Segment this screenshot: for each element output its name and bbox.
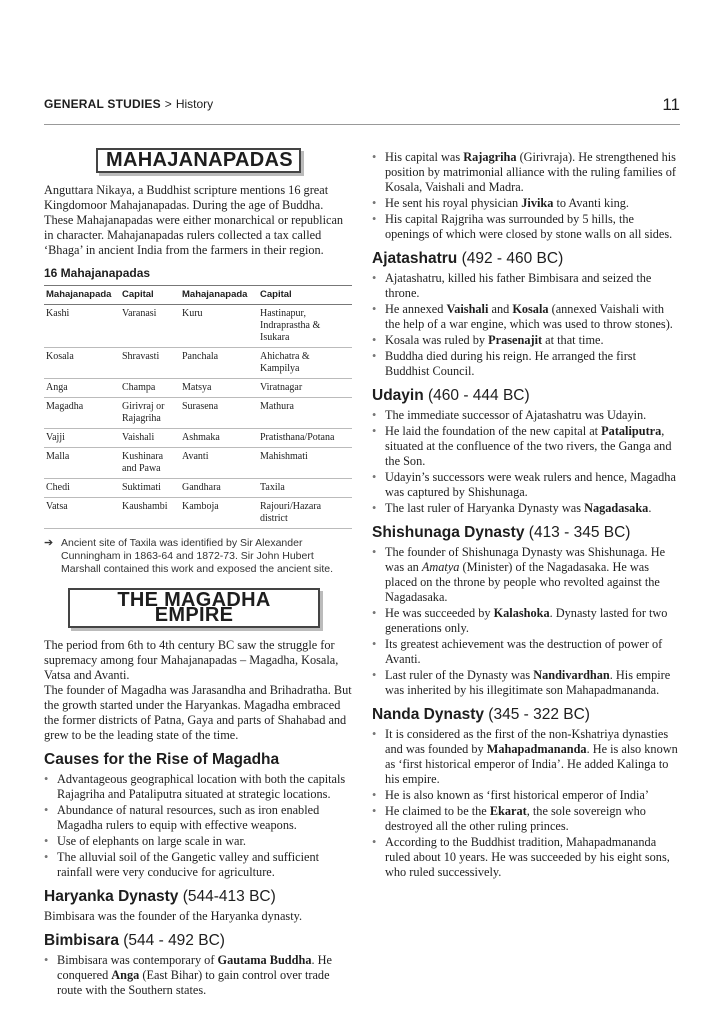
magadha-empire-title: THE MAGADHA EMPIRE — [68, 588, 320, 628]
header-subject: History — [175, 97, 214, 111]
bimbisara-list — [44, 953, 352, 998]
heading-years: (544 - 492 BC) — [123, 932, 225, 949]
list-item-text: The immediate successor of Ajatashatru was Udayin. — [385, 408, 647, 422]
bold-term: Gautama Buddha — [217, 953, 312, 967]
bold-term: Ekarat — [489, 804, 527, 818]
list-item — [372, 408, 680, 423]
heading-years: (345 - 322 BC) — [488, 706, 590, 723]
nanda-heading — [372, 706, 680, 724]
bold-term: Anga — [111, 968, 140, 982]
table-cell: Chedi — [44, 479, 120, 498]
table-row — [44, 448, 352, 479]
heading-text: Ajatashatru — [372, 250, 458, 267]
table-cell: Matsya — [180, 379, 258, 398]
bimbisara-heading — [44, 932, 352, 950]
text-run: He laid the foundation of the new capital at — [385, 424, 602, 438]
bullet-icon: • — [372, 727, 377, 741]
header-separator: > — [164, 97, 172, 111]
heading-text: Bimbisara — [44, 932, 119, 949]
table-cell: Vajji — [44, 429, 120, 448]
list-item — [372, 637, 680, 667]
text-run: . — [648, 501, 652, 515]
bold-term: Prasenajit — [488, 333, 543, 347]
bold-term: Nandivardhan — [533, 668, 610, 682]
table-cell: Panchala — [180, 348, 258, 379]
running-header — [44, 97, 213, 111]
bullet-icon: • — [372, 302, 377, 316]
bullet-icon: • — [372, 501, 377, 515]
table-row — [44, 379, 352, 398]
table-cell: Vaishali — [120, 429, 180, 448]
bold-term: Nagadasaka — [584, 501, 649, 515]
table-cell: Malla — [44, 448, 120, 479]
table-row — [44, 479, 352, 498]
mahajanapadas-table — [44, 285, 352, 529]
list-item — [372, 668, 680, 698]
table-cell: Avanti — [180, 448, 258, 479]
list-item-text: Buddha died during his reign. He arranged the first Buddhist Council. — [385, 349, 636, 378]
bullet-icon: • — [372, 150, 377, 164]
table-cell: Rajouri/Hazara district — [258, 498, 352, 529]
bullet-icon: • — [372, 804, 377, 818]
table-cell: Kosala — [44, 348, 120, 379]
table-cell: Kamboja — [180, 498, 258, 529]
table-cell: Hastinapur, Indraprastha & Isukara — [258, 305, 352, 348]
text-run: He sent his royal physician — [385, 196, 522, 210]
list-item — [372, 788, 680, 803]
text-run: (annexed Vaishali with the help of a war engine, which was used to throw stones). — [385, 302, 673, 331]
heading-text: Nanda Dynasty — [372, 706, 484, 723]
magadha-paragraph-2: The founder of Magadha was Jarasandha and Brihadratha. But the growth started under the Haryankas. Magadha embraced the former districts of Patna, Gaya and parts of Shahabad and grew to be the leading state of the time. — [44, 683, 352, 742]
table-cell: Varanasi — [120, 305, 180, 348]
ajatashatru-list — [372, 271, 680, 379]
bullet-icon: • — [44, 772, 49, 786]
udayin-heading — [372, 387, 680, 405]
bullet-icon: • — [372, 212, 377, 226]
table-row — [44, 429, 352, 448]
list-item — [44, 834, 352, 849]
table-cell: Taxila — [258, 479, 352, 498]
list-item — [372, 150, 680, 195]
table-cell: Suktimati — [120, 479, 180, 498]
causes-heading: Causes for the Rise of Magadha — [44, 751, 280, 768]
list-item — [372, 212, 680, 242]
bullet-icon: • — [372, 196, 377, 210]
list-item — [372, 333, 680, 348]
table-row — [44, 305, 352, 348]
bold-term: Pataliputra — [601, 424, 662, 438]
shishunaga-heading — [372, 524, 680, 542]
bullet-icon: • — [44, 953, 49, 967]
table-cell: Gandhara — [180, 479, 258, 498]
bullet-icon: • — [372, 788, 377, 802]
mahajanapadas-title: MAHAJANAPADAS — [96, 148, 301, 173]
bullet-icon: • — [372, 333, 377, 347]
text-run: Last ruler of the Dynasty was — [385, 668, 534, 682]
table-cell: Kashi — [44, 305, 120, 348]
table-cell: Shravasti — [120, 348, 180, 379]
bullet-icon: • — [372, 545, 377, 559]
bullet-icon: • — [372, 668, 377, 682]
list-item-text: According to the Buddhist tradition, Mahapadmananda ruled about 10 years. He was succeeded by his eight sons, who ruled successively. — [385, 835, 670, 879]
table-header-cell: Mahajanapada — [44, 286, 120, 305]
table-cell: Vatsa — [44, 498, 120, 529]
nanda-list — [372, 727, 680, 880]
text-run: to Avanti king. — [553, 196, 629, 210]
bullet-icon: • — [372, 271, 377, 285]
list-item-text: Udayin’s successors were weak rulers and hence, Magadha was captured by Shishunaga. — [385, 470, 676, 499]
bullet-icon: • — [372, 408, 377, 422]
heading-years: (492 - 460 BC) — [461, 250, 564, 267]
list-item — [372, 727, 680, 787]
list-item-text: Advantageous geographical location with both the capitals Rajagriha and Pataliputra situated at strategic locations. — [57, 772, 346, 801]
table-header-cell: Capital — [258, 286, 352, 305]
list-item-text: He is also known as ‘first historical emperor of India’ — [385, 788, 649, 802]
heading-years: (460 - 444 BC) — [428, 387, 530, 404]
left-column — [44, 148, 352, 999]
table-cell: Viratnagar — [258, 379, 352, 398]
taxila-note — [44, 537, 352, 576]
ajatashatru-heading — [372, 250, 680, 268]
bullet-icon: • — [372, 637, 377, 651]
table-cell: Mahishmati — [258, 448, 352, 479]
list-item — [372, 470, 680, 500]
list-item-text: Use of elephants on large scale in war. — [57, 834, 246, 848]
table-cell: Girivraj or Rajagriha — [120, 398, 180, 429]
list-item-text: Ajatashatru, killed his father Bimbisara and seized the throne. — [385, 271, 652, 300]
table-cell: Mathura — [258, 398, 352, 429]
list-item — [372, 804, 680, 834]
magadha-paragraph-1: The period from 6th to 4th century BC saw the struggle for supremacy among four Mahajanapadas – Magadha, Kosala, Vatsa and Avanti. — [44, 638, 339, 682]
list-item — [372, 835, 680, 880]
table-header-cell: Mahajanapada — [180, 286, 258, 305]
text-run: He was succeeded by — [385, 606, 494, 620]
italic-term: Amatya — [421, 560, 460, 574]
page-number: 11 — [662, 95, 680, 114]
shishunaga-list — [372, 545, 680, 698]
text-run: . His empire was inherited by his illegitimate son Mahapadmananda. — [385, 668, 671, 697]
udayin-list — [372, 408, 680, 516]
text-run: , the sole sovereign who destroyed all the other ruling princes. — [385, 804, 646, 833]
bold-term: Mahapadmananda — [486, 742, 587, 756]
haryanka-heading — [44, 888, 352, 906]
text-run: (Girivraja). He strengthened his position by matrimonial alliance with the ruling families of Kosala, Vaishali and Madra. — [385, 150, 676, 194]
heading-text: Shishunaga Dynasty — [372, 524, 525, 541]
bold-term: Rajagriha — [463, 150, 517, 164]
text-run: His capital was — [385, 150, 464, 164]
text-run: He annexed — [385, 302, 447, 316]
table-header-cell: Capital — [120, 286, 180, 305]
text-run: Bimbisara was contemporary of — [57, 953, 218, 967]
bullet-icon: • — [372, 606, 377, 620]
bimbisara-list-continued — [372, 150, 680, 242]
list-item — [372, 545, 680, 605]
list-item-text: His capital Rajgriha was surrounded by 5 hills, the openings of which were closed by stone walls on all sides. — [385, 212, 673, 241]
text-run: at that time. — [542, 333, 604, 347]
text-run: and — [488, 302, 513, 316]
text-run: . He is also known as ‘first historical emperor of India’. He added Kalinga to his empire. — [385, 742, 678, 786]
text-run: He claimed to be the — [385, 804, 490, 818]
bullet-icon: • — [44, 834, 49, 848]
table-title: 16 Mahajanapadas — [44, 266, 151, 280]
bullet-icon: • — [372, 349, 377, 363]
causes-list — [44, 772, 352, 880]
heading-text: Haryanka Dynasty — [44, 888, 179, 905]
table-cell: Pratisthana/Potana — [258, 429, 352, 448]
text-run: . He conquered — [57, 953, 332, 982]
bold-term: Kalashoka — [493, 606, 550, 620]
text-run: . Dynasty lasted for two generations only. — [385, 606, 668, 635]
arrow-icon: ➔ — [44, 537, 54, 549]
table-cell: Champa — [120, 379, 180, 398]
text-run: (East Bihar) to gain control over trade route with the Southern states. — [57, 968, 330, 997]
table-cell: Surasena — [180, 398, 258, 429]
list-item — [372, 271, 680, 301]
text-run: It is considered as the first of the non-Kshatriya dynasties and was founded by — [385, 727, 669, 756]
bold-term: Jivika — [521, 196, 554, 210]
text-run: Kosala was ruled by — [385, 333, 489, 347]
bullet-icon: • — [44, 803, 49, 817]
bold-term: Kosala — [512, 302, 549, 316]
heading-years: (544-413 BC) — [182, 888, 276, 905]
text-run: , situated at the confluence of the two rivers, the Ganga and the Son. — [385, 424, 672, 468]
list-item-text: Abundance of natural resources, such as iron enabled Magadha rulers to equip with effective weapons. — [57, 803, 320, 832]
list-item-text: The alluvial soil of the Gangetic valley and sufficient rainfall were very conducive for agriculture. — [57, 850, 320, 879]
table-row — [44, 398, 352, 429]
list-item — [44, 953, 352, 998]
taxila-note-text: Ancient site of Taxila was identified by Sir Alexander Cunningham in 1863-64 and 1872-73. Sir John Hubert Marshall contained this work and exposed the ancient site. — [61, 537, 333, 575]
list-item — [372, 196, 680, 211]
bullet-icon: • — [44, 850, 49, 864]
header-section: GENERAL STUDIES — [44, 97, 161, 111]
list-item — [44, 850, 352, 880]
mahajanapadas-intro: Anguttara Nikaya, a Buddhist scripture mentions 16 great Kingdomoor Mahajanapadas. During the age of Buddha. These Mahajanapadas were either monarchical or republican in character. Mahajanapadas rulers collected a tax called ‘Bhaga’ in ancient India from the farmers in their region. — [44, 183, 344, 257]
list-item — [372, 424, 680, 469]
heading-text: Udayin — [372, 387, 424, 404]
table-cell: Anga — [44, 379, 120, 398]
bold-term: Vaishali — [446, 302, 489, 316]
table-row — [44, 498, 352, 529]
table-row — [44, 348, 352, 379]
right-column — [372, 150, 680, 881]
bullet-icon: • — [372, 424, 377, 438]
text-run: (Minister) of the Nagadasaka. He was placed on the throne by people who revolted against the Nagadasaka. — [385, 560, 660, 604]
table-cell: Ashmaka — [180, 429, 258, 448]
list-item — [372, 349, 680, 379]
table-cell: Kushinara and Pawa — [120, 448, 180, 479]
table-cell: Kuru — [180, 305, 258, 348]
haryanka-text: Bimbisara was the founder of the Haryanka dynasty. — [44, 909, 303, 923]
table-header-row — [44, 286, 352, 305]
list-item — [372, 501, 680, 516]
list-item — [372, 606, 680, 636]
list-item — [372, 302, 680, 332]
table-cell: Magadha — [44, 398, 120, 429]
text-run: The founder of Shishunaga Dynasty was Shishunaga. He was an — [385, 545, 666, 574]
list-item — [44, 772, 352, 802]
header-rule — [44, 124, 680, 125]
bullet-icon: • — [372, 835, 377, 849]
bullet-icon: • — [372, 470, 377, 484]
heading-years: (413 - 345 BC) — [528, 524, 631, 541]
table-cell: Ahichatra & Kampilya — [258, 348, 352, 379]
list-item-text: Its greatest achievement was the destruction of power of Avanti. — [385, 637, 663, 666]
text-run: The last ruler of Haryanka Dynasty was — [385, 501, 585, 515]
table-cell: Kaushambi — [120, 498, 180, 529]
list-item — [44, 803, 352, 833]
